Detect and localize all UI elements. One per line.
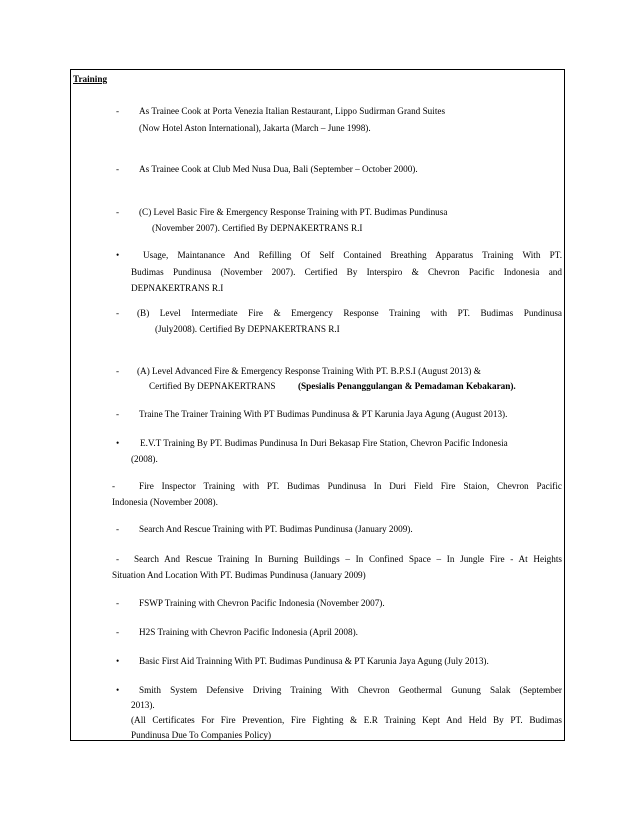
- list-item-line: Budimas Pundinusa (November 2007). Certified By Interspiro & Chevron Pacific Indonesia and: [131, 267, 562, 277]
- list-marker: -: [116, 308, 120, 318]
- list-item-line: As Trainee Cook at Club Med Nusa Dua, Bali (September – October 2000).: [139, 164, 418, 174]
- list-item-line: (All Certificates For Fire Prevention, Fire Fighting & E.R Training Kept And Held By PT. Budimas: [131, 715, 562, 725]
- list-marker: •: [116, 250, 120, 260]
- list-item-line: (November 2007). Certified By DEPNAKERTRANS R.I: [152, 223, 363, 233]
- list-item-bold-text: (Spesialis Penanggulangan & Pemadaman Kebakaran).: [298, 381, 516, 391]
- list-item-line: H2S Training with Chevron Pacific Indonesia (April 2008).: [139, 627, 358, 637]
- list-marker: •: [116, 656, 120, 666]
- list-item-line: (July2008). Certified By DEPNAKERTRANS R.I: [155, 324, 340, 334]
- list-item-line: (Now Hotel Aston International), Jakarta (March – June 1998).: [139, 123, 371, 133]
- list-marker: -: [116, 164, 120, 174]
- list-marker: -: [116, 598, 120, 608]
- list-item-line: Situation And Location With PT. Budimas Pundinusa (January 2009): [112, 570, 366, 580]
- list-marker: -: [116, 627, 120, 637]
- list-item-line: (A) Level Advanced Fire & Emergency Response Training With PT. B.P.S.I (August 2013) &: [137, 366, 481, 376]
- list-marker: •: [116, 685, 120, 695]
- list-marker: -: [116, 366, 120, 376]
- section-title: Training: [73, 74, 108, 84]
- list-marker: •: [116, 438, 120, 448]
- list-item-line: 2013).: [131, 700, 155, 710]
- list-item-line: Search And Rescue Training In Burning Buildings – In Confined Space – In Jungle Fire - At Heights: [134, 554, 562, 564]
- list-item-line: Indonesia (November 2008).: [112, 497, 218, 507]
- list-marker: -: [116, 106, 120, 116]
- list-item-line: (2008).: [131, 454, 158, 464]
- list-item-line: DEPNAKERTRANS R.I: [131, 283, 224, 293]
- list-item-line: Smith System Defensive Driving Training With Chevron Geothermal Gunung Salak (September: [139, 685, 562, 695]
- list-marker: -: [116, 524, 120, 534]
- list-marker: -: [116, 554, 120, 564]
- list-item-line: (B) Level Intermediate Fire & Emergency Response Training with PT. Budimas Pundinusa: [137, 308, 562, 318]
- list-marker: -: [112, 481, 116, 491]
- list-item-line: Usage, Maintanance And Refilling Of Self Contained Breathing Apparatus Training With PT.: [143, 250, 562, 260]
- list-item-line: As Trainee Cook at Porta Venezia Italian Restaurant, Lippo Sudirman Grand Suites: [139, 106, 446, 116]
- list-item-line: E.V.T Training By PT. Budimas Pundinusa In Duri Bekasap Fire Station, Chevron Pacific Indonesia: [140, 438, 508, 448]
- list-marker: -: [116, 207, 120, 217]
- list-marker: -: [116, 409, 120, 419]
- list-item-line: Traine The Trainer Training With PT Budimas Pundinusa & PT Karunia Jaya Agung (August 2013).: [139, 409, 508, 419]
- list-item-line: (C) Level Basic Fire & Emergency Response Training with PT. Budimas Pundinusa: [139, 207, 448, 217]
- list-item-line: FSWP Training with Chevron Pacific Indonesia (November 2007).: [139, 598, 385, 608]
- list-item-line: Basic First Aid Trainning With PT. Budimas Pundinusa & PT Karunia Jaya Agung (July 2013).: [139, 656, 489, 666]
- list-item-line: Search And Rescue Training with PT. Budimas Pundinusa (January 2009).: [139, 524, 413, 534]
- list-item-line: Fire Inspector Training with PT. Budimas Pundinusa In Duri Field Fire Staion, Chevron Pacific: [139, 481, 562, 491]
- list-item-line: Certified By DEPNAKERTRANS: [149, 381, 276, 391]
- list-item-line: Pundinusa Due To Companies Policy): [131, 730, 272, 740]
